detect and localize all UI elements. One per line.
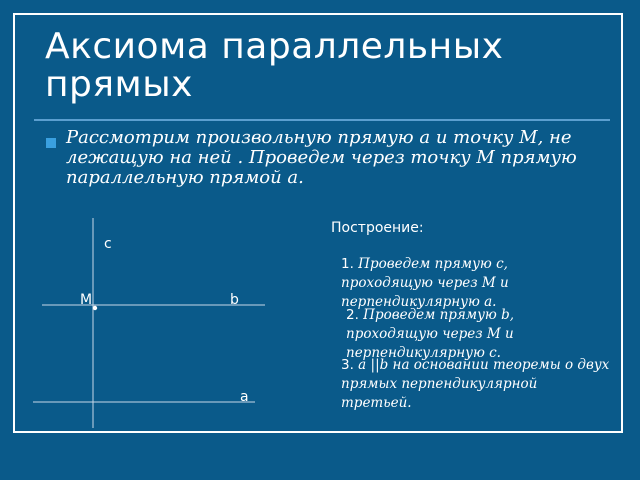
slide-title: Аксиома параллельных прямых <box>45 26 504 105</box>
step-text: Проведем прямую с, проходящую через М и перпендикулярную а. <box>341 256 509 310</box>
construction-heading: Построение: <box>331 220 424 236</box>
step-number: 3. <box>341 357 354 373</box>
label-m: M <box>80 292 93 308</box>
label-a: a <box>240 389 249 405</box>
step-text: Проведем прямую b, проходящую через М и перпендикулярную с. <box>346 307 515 361</box>
construction-step-1 <box>341 255 601 312</box>
step-number: 1. <box>341 256 354 272</box>
step-text: а ||b на основании теоремы о двух прямых перпендикулярной третьей. <box>341 357 610 411</box>
label-c: c <box>104 236 112 252</box>
label-b: b <box>230 292 239 308</box>
construction-step-2 <box>346 306 576 363</box>
construction-step-3 <box>341 356 611 413</box>
lead-paragraph: Рассмотрим произвольную прямую а и точку М, не лежащую на ней . Проведем через точку М прямую параллельную прямой а. <box>66 127 577 188</box>
step-number: 2. <box>346 307 359 323</box>
point-m <box>93 306 97 310</box>
